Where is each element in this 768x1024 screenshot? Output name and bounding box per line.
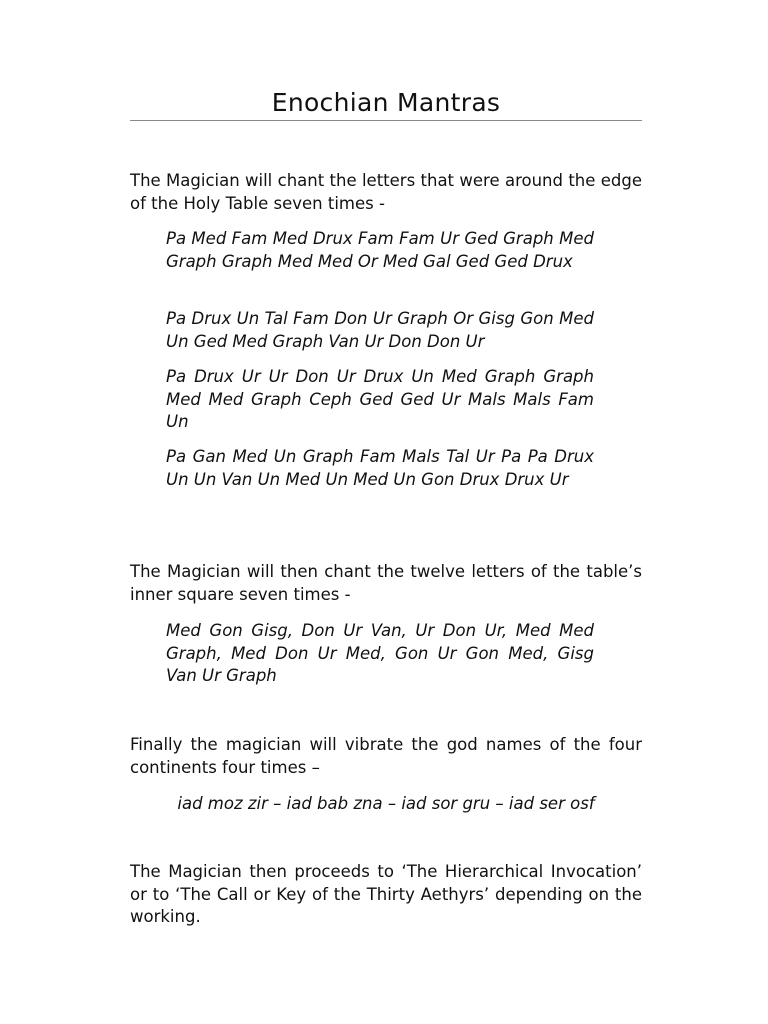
chant-line-2: Pa Drux Un Tal Fam Don Ur Graph Or Gisg Gon Med Un Ged Med Graph Van Ur Don Don Ur — [166, 309, 594, 351]
section1-intro: The Magician will chant the letters that were around the edge of the Holy Table seven times - — [130, 171, 642, 213]
inner-square-chant: Med Gon Gisg, Don Ur Van, Ur Don Ur, Med Med Graph, Med Don Ur Med, Gon Ur Gon Med, Gisg Van Ur Graph — [166, 621, 594, 685]
section2-intro: The Magician will then chant the twelve letters of the table’s inner square seven times - — [130, 562, 642, 604]
chant-line-3: Pa Drux Ur Ur Don Ur Drux Un Med Graph Graph Med Med Graph Ceph Ged Ged Ur Mals Mals Fam Un — [166, 367, 594, 431]
god-names: iad moz zir – iad bab zna – iad sor gru – iad ser osf — [177, 794, 595, 813]
closing-paragraph: The Magician then proceeds to ‘The Hierarchical Invocation’ or to ‘The Call or Key of the Thirty Aethyrs’ depending on the working. — [130, 862, 642, 926]
page-title: Enochian Mantras — [271, 88, 501, 117]
title-divider — [130, 120, 642, 121]
chant-line-1: Pa Med Fam Med Drux Fam Fam Ur Ged Graph Med Graph Graph Med Med Or Med Gal Ged Ged Drux — [166, 229, 594, 271]
section3-intro: Finally the magician will vibrate the god names of the four continents four times – — [130, 735, 642, 777]
chant-line-4: Pa Gan Med Un Graph Fam Mals Tal Ur Pa Pa Drux Un Un Van Un Med Un Med Un Gon Drux Drux Ur — [166, 447, 594, 489]
